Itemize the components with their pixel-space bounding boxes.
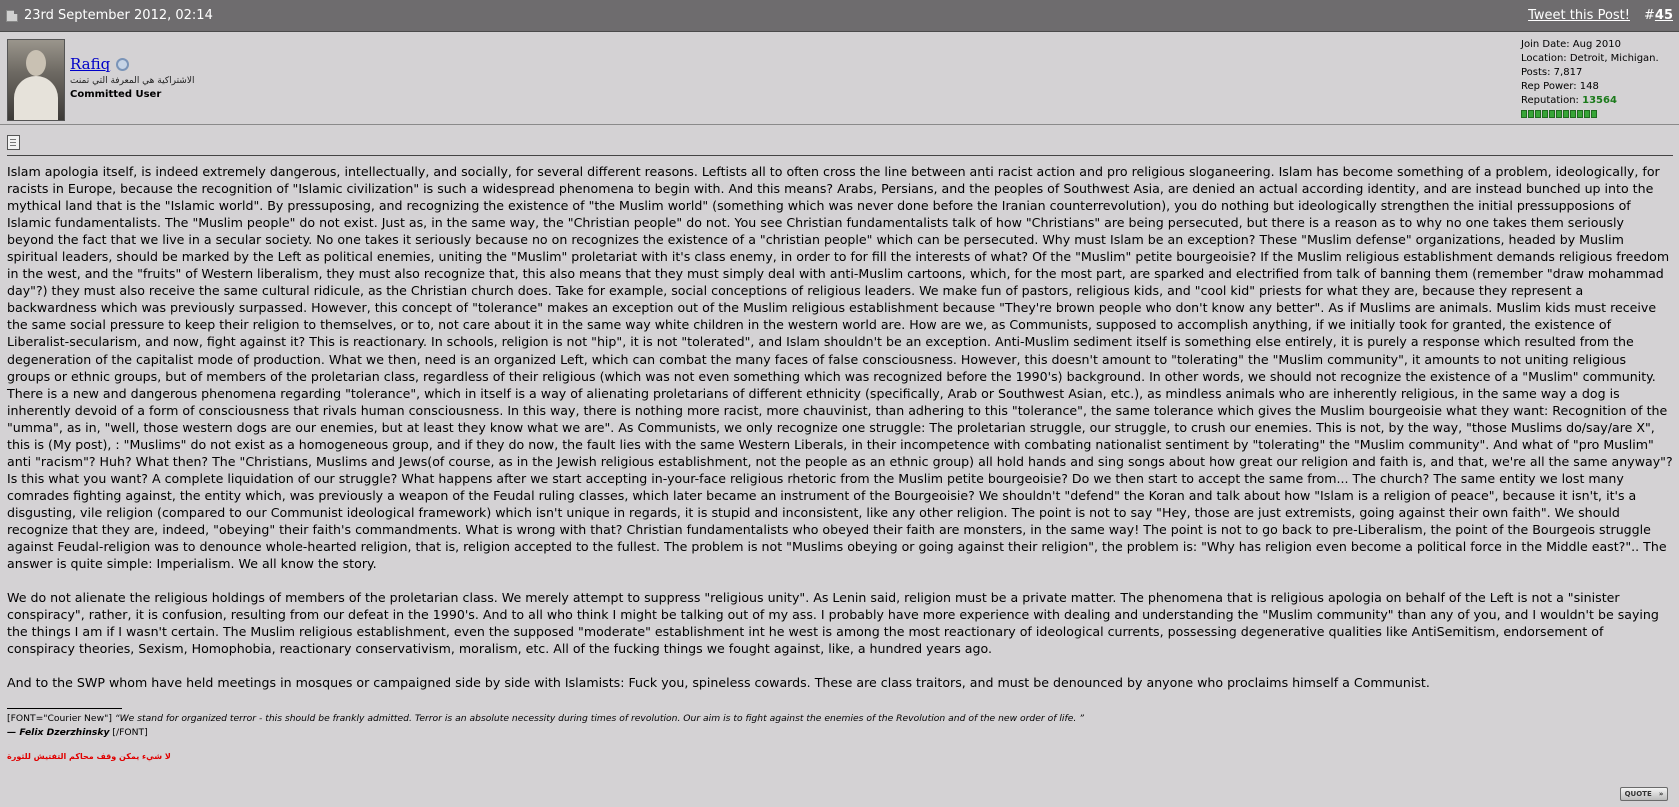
signature-quote: “We stand for organized terror - this should be frankly admitted. Terror is an absolute necessity during times of revolution. Our aim is to fight against the enemies of the Revolution and of the new order of life. ” [114,713,1084,725]
signature-divider [7,708,122,709]
reputation-pip [1556,110,1562,118]
post-date-group [6,8,213,23]
post-count: Posts: 7,817 [1521,67,1583,78]
reputation-pip [1591,110,1597,118]
reputation-pip [1570,110,1576,118]
username-link[interactable]: Rafiq [70,55,111,73]
post-header-actions [1528,8,1673,23]
reputation-label: Reputation: [1521,95,1579,106]
post-paragraph-3: And to the SWP whom have held meetings in mosques or campaigned side by side with Islamists: Fuck you, spineless cowards. These are class traitors, and must be denounced by anyone who proclaims himself a Communist. [7,675,1430,691]
signature-quote-line [7,712,1673,726]
post-header-bar [0,0,1679,32]
post-body [7,163,1673,691]
user-title: الاشتراكية هي المعرفة التي تمنت [70,76,195,86]
signature [7,712,1673,764]
post-content [0,125,1679,764]
post-icon [7,135,20,150]
post-number[interactable] [1644,8,1673,23]
post-number-prefix: # [1644,8,1655,23]
signature-author: — Felix Dzerzhinsky [7,727,110,739]
user-info-bar [0,32,1679,125]
post-status-icon [6,10,18,22]
post-divider [7,155,1673,156]
reputation-pip [1521,110,1527,118]
join-date: Join Date: Aug 2010 [1521,39,1621,50]
reputation-pip [1549,110,1555,118]
quote-button-label: QUOTE [1624,790,1652,798]
post-paragraph-1: Islam apologia itself, is indeed extremely dangerous, intellectually, and socially, for several different reasons. Leftists all to often cross the line between anti racist action and pro religious sloganeering. Islam has become something of a problem, ideologically, for racists in Europe, because the recognition of "Islamic civilization" is such a widespread phenomena to begin with. And this means? Arabs, Persians, and the peoples of Southwest Asia, are denied an actual according identity, and are instead bunched up into the mythical land that is the "Islamic world". By pressuposing, and recognizing the existence of "the Muslim world" (something which was never done before the Iranian counterrevolution), you do nothing but ideologically strengthen the initial pressupposions of Islamic fundamentalists. The "Muslim people" do not exist. Just as, in the same way, the "Christian people" do not. You see Christian fundamentalists talk of how "Christians" are being persecuted, but there is a reason as to why no one takes them seriously beyond the fact that we live in a secular society. No one takes it seriously because no on recognizes the existence of a "christian people" which can be persecuted. Why must Islam be an exception? These "Muslim defense" organizations, headed by Muslim spiritual leaders, should be marked by the Left as political enemies, uniting the "Muslim" proletariat with it's class enemy, in order to for fill the interests of what? Of the "Muslim" petite bourgeoisie? If the Muslim religious establishment demands religious freedom in the west, and the "fruits" of Western liberalism, they must also recognize that, this also means that they must simply deal with anti-Muslim cartoons, which, for the most part, are sparked and electrified from talk of banning them (remember "draw mohammad day"?) they must also receive the same cultural ridicule, as the Christian church does. Take for example, social conceptions of religious leaders. We make fun of pastors, religious kids, and "cool kid" priests for what they are, because they represent a backwardness which was previously surpassed. However, this concept of "tolerance" makes an exception out of the Muslim religious establishment because "They're brown people who don't know any better". As if Muslims are animals. Muslim kids must receive the same social pressure to keep their religion to themselves, or to, not care about it in the same way white children in the western world are. How are we, as Communists, supposed to accomplish anything, if we initially took for granted, the existence of Liberalist-secularism, and now, fight against it? This is reactionary. In schools, religion is not "hip", it is not "tolerated", and Islam shouldn't be an exception. Anti-Muslim sediment itself is something else entirely, it is purely a response which resulted from the degeneration of the capitalist mode of production. What we then, need is an organized Left, which can combat the many faces of false consciousness. However, this doesn't amount to "tolerating" the "Muslim community", it amounts to not uniting religious groups or ethnic groups, but of members of the proletarian class, regardless of their religious (which was not even something which was recognized before the 1990's) background. In other words, we should not recognize the existence of a "Muslim" community. There is a new and dangerous phenomena regarding "tolerance", which in itself is a way of alienating proletarians of different ethnicity (specifically, Arab or Southwest Asian, etc.), as mindless animals who are inherently religious, in the same way a dog is inherently devoid of a form of consciousness that rivals human consciousness. In this way, there is nothing more racist, more chauvinist, than adhering to this "tolerance", the same tolerance which gives the Muslim bourgeoisie what they want: Recognition of the "umma", as in, "well, those western dogs are our enemies, but at least they know what we are". As Communists, we only recognize one struggle: The proletarian struggle, our struggle, to crush our enemies. This is not, by the way, "those Muslims do/say/are X", this is (My post), : "Muslims" do not exist as a homogeneous group, and if they do now, the fault lies with the same Western Liberals, in their incompetence with combating nationalist sentiment by "tolerating" the "Muslim community". And what of "pro Muslim" anti "racism"? Huh? What then? The "Christians, Muslims and Jews(of course, as in the Jewish religious establishment, not the people as an ethnic group) all hold hands and sing songs about how great our religion and faith is, and that, we're all the same anyway"? Is this what you want? A complete liquidation of our struggle? What happens after we start accepting in-your-face religious rhetoric from the Muslim petite bourgeoisie? Do we then start to accept the same from... The church? The same entity we lost many comrades fighting against, the entity which, was previously a weapon of the Feudal ruling classes, which later became an instrument of the Bourgeoisie? We shouldn't "defend" the Koran and talk about how "Islam is a religion of peace", because it isn't, it's a disgusting, vile religion (compared to our Communist ideological framework) which isn't unique in regards, it is stupid and inconsistent, like any other religion. The point is not to say "Hey, those are just extremists, going against their own faith". We should recognize that they are, indeed, "obeying" their faith's commandments. What is wrong with that? Christian fundamentalists who obeyed their faith are monsters, in the same way! The point is not to go back to pre-Liberalism, the point of the Bourgeois struggle against Feudal-religion was to denounce whole-hearted religion, that is, religion accepted to the fullest. The problem is not "Muslims obeying or going against their religion", the problem is: "Why has religion even become a political force in the Middle east?".. The answer is quite simple: Imperialism. We all know the story. [7,164,1673,572]
reputation-pip [1584,110,1590,118]
signature-arabic: لا شيء يمكن وقف محاكم التفتيش للثورة [7,752,171,762]
location: Location: Detroit, Michigan. [1521,53,1659,64]
tweet-post-link[interactable]: Tweet this Post! [1528,8,1630,23]
post-number-link[interactable]: 45 [1654,8,1673,23]
reputation-pip [1535,110,1541,118]
signature-font-open: [FONT="Courier New"] [7,713,112,725]
signature-font-close: [/FONT] [112,727,148,739]
online-status-icon [116,58,129,71]
post-date: 23rd September 2012, 02:14 [24,8,213,23]
reputation-bar [1521,110,1659,118]
reputation-pip [1563,110,1569,118]
user-stats [1521,38,1659,118]
user-identity [70,55,194,100]
quote-button[interactable] [1620,787,1668,801]
reputation [1521,94,1659,108]
post-paragraph-2: We do not alienate the religious holdings of members of the proletarian class. We merely attempt to suppress "religious unity". As Lenin said, religion must be a private matter. The phenomena that is religious apologia on behalf of the Left is not a "sinister conspiracy", rather, it is confusion, resulting from our defeat in the 1990's. And to all who think I might be talking out of my ass. I probably have more experience with dealing and understanding the "Muslim community" than any of you, and I wouldn't be saying the things I am if I wasn't certain. The Muslim religious establishment, even the supposed "moderate" establishment int he west is among the most reactionary of ideological currents, possessing degenerative qualities like AntiSemitism, endorsement of conspiracy theories, Sexism, Homophobia, reactionary conservativism, moralism, etc. All of the fucking things we fought against, like, a hundred years ago. [7,590,1659,657]
signature-author-line [7,726,1673,740]
reputation-value: 13564 [1582,95,1617,106]
reputation-pip [1528,110,1534,118]
rep-power: Rep Power: 148 [1521,81,1599,92]
reputation-pip [1542,110,1548,118]
user-rank: Committed User [70,89,162,100]
quote-arrow-icon: » [1658,790,1664,798]
user-avatar[interactable] [7,39,65,121]
reputation-pip [1577,110,1583,118]
